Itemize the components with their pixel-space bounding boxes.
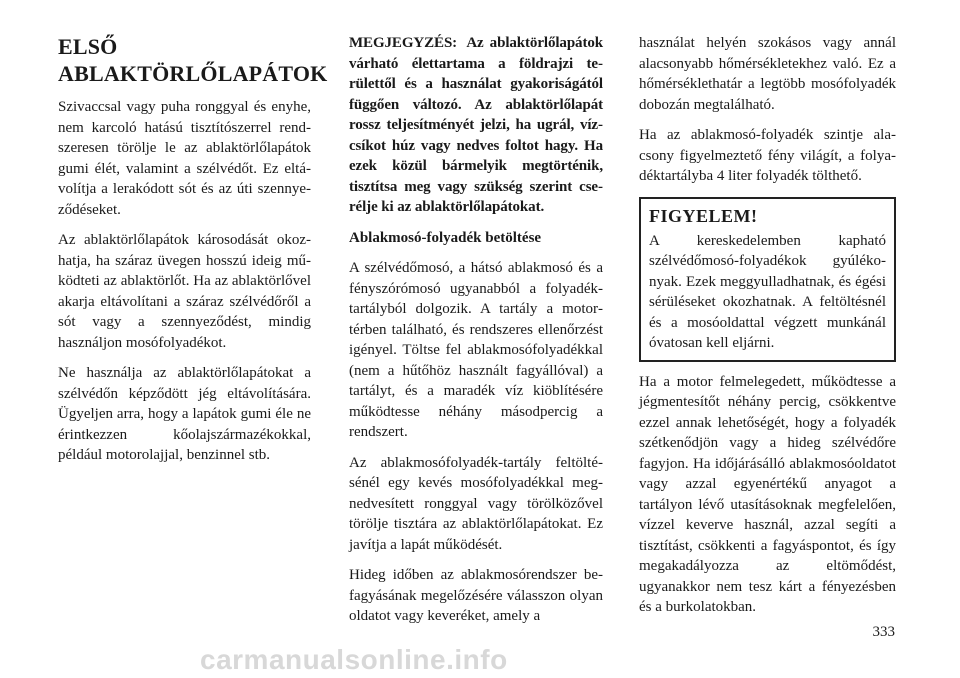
paragraph: Ha a motor felmelegedett, működtesse a jégmentesítőt néhány percig, csökkentve ezzel annak lehetőségét, hogy a folyadék szétkenődjön vagy a hideg szélvédőre fagyjon. Ha időjárásálló ablakmosóoldatot vagy azzal egyenértékű anyagot a tartályon lévő utasításoknak megfelelően, vízzel keverve használ, azzal segíti a tisztítást, csökkenti a fagyáspontot, és így megakadályozza az eltömődést, ugyanakkor nem tesz kárt a fényezésben és a burkolatokban. xyxy=(639,373,896,615)
paragraph: Ne használja az ablaktörlőlapátokat a szélvédőn képződött jég eltávolítására. Ügyeljen arra, hogy a lapátok gumi éle ne érintkezzen kőolajszármazékokkal, például motorolajjal, benzinnel stb. xyxy=(58,365,311,463)
section-title xyxy=(58,33,328,87)
warning-title: FIGYELEM! xyxy=(649,205,758,226)
paragraph: Szivaccsal vagy puha ronggyal és enyhe, nem karcoló hatású tisztítószerrel rendszeresen törölje le az ablaktörlőlapátok gumi élét, valamint a szélvédőt. Ez eltávolítja a lerakódott sót és az úti szennyeződéseket. xyxy=(58,99,311,218)
paragraph: Az ablaktörlőlapátok károsodását okozhatja, ha száraz üvegen hosszú ideig működteti az ablaktörlőt. Ha az ablaktörlővel akarja eltávolítani a száraz szélvédőről a sót vagy a szennyeződést, mindig használjon mosófolyadékot. xyxy=(58,232,311,351)
paragraph: Az ablakmosófolyadék-tartály feltöltésénél egy kevés mosófolyadékkal megnedvesített ronggyal vagy törölközővel törölje tisztára az ablaktörlőlapátokat. Ez javítja a lapát működését. xyxy=(349,454,603,553)
warning-box xyxy=(639,197,896,362)
title-line-2: ABLAKTÖRLŐLAPÁTOK xyxy=(58,61,328,86)
paragraph: használat helyén szokásos vagy annál alacsonyabb hőmérsékletekhez való. Ez a hőmérséklethatár a legtöbb mosófolyadék dobozán megtalálható. xyxy=(639,35,896,113)
note-label: MEGJEGYZÉS: xyxy=(349,35,458,51)
subsection-heading: Ablakmosó-folyadék betöltése xyxy=(349,229,542,246)
watermark: carmanualsonline.info xyxy=(200,644,508,675)
note-paragraph xyxy=(349,33,603,218)
column-left xyxy=(58,33,328,476)
page-number: 333 xyxy=(872,624,895,640)
column-right xyxy=(639,33,896,628)
column-middle xyxy=(349,33,603,637)
title-line-1: ELSŐ xyxy=(58,34,118,59)
paragraph: A szélvédőmosó, a hátsó ablakmosó és a fényszórómosó ugyanabból a folyadéktartályból dolgozik. A tartály a motortérben található, és rendszeres ellenőrzést igényel. Töltse fel ablakmosófolyadékkal (nem a hűtőhöz használt fagyállóval) a tartályt, és a maradék víz kiöblítésére működtesse néhány másodpercig a rendszert. xyxy=(349,260,603,440)
paragraph: Hideg időben az ablakmosórendszer befagyásának megelőzésére válasszon olyan oldatot vagy keveréket, amely a xyxy=(349,567,603,624)
paragraph: Ha az ablakmosó-folyadék szintje alacsony figyelmeztető fény világít, a folyadéktartályba 4 liter folyadék tölthető. xyxy=(639,127,896,184)
warning-text: A kereskedelemben kapható szélvédőmosó-folyadékok gyúlékonyak. Ezek meggyulladhatnak, és égési sérüléseket okozhatnak. A feltöltésnél és a mosóoldattal végzett munkánál óvatosan kell eljárni. xyxy=(649,232,886,351)
note-text: Az ablaktörlőlapátok várható élettartama a földrajzi területtől és a használat gyakoriságától függően változó. Az ablaktörlőlapát rossz teljesítményét jelzi, ha ugrál, vízcsíkot húz vagy nedves foltot hagy. Ha ezek közül bármelyik megtörténik, tisztítsa meg vagy szükség szerint cserélje ki az ablaktörlőlapátokat. xyxy=(349,35,603,215)
